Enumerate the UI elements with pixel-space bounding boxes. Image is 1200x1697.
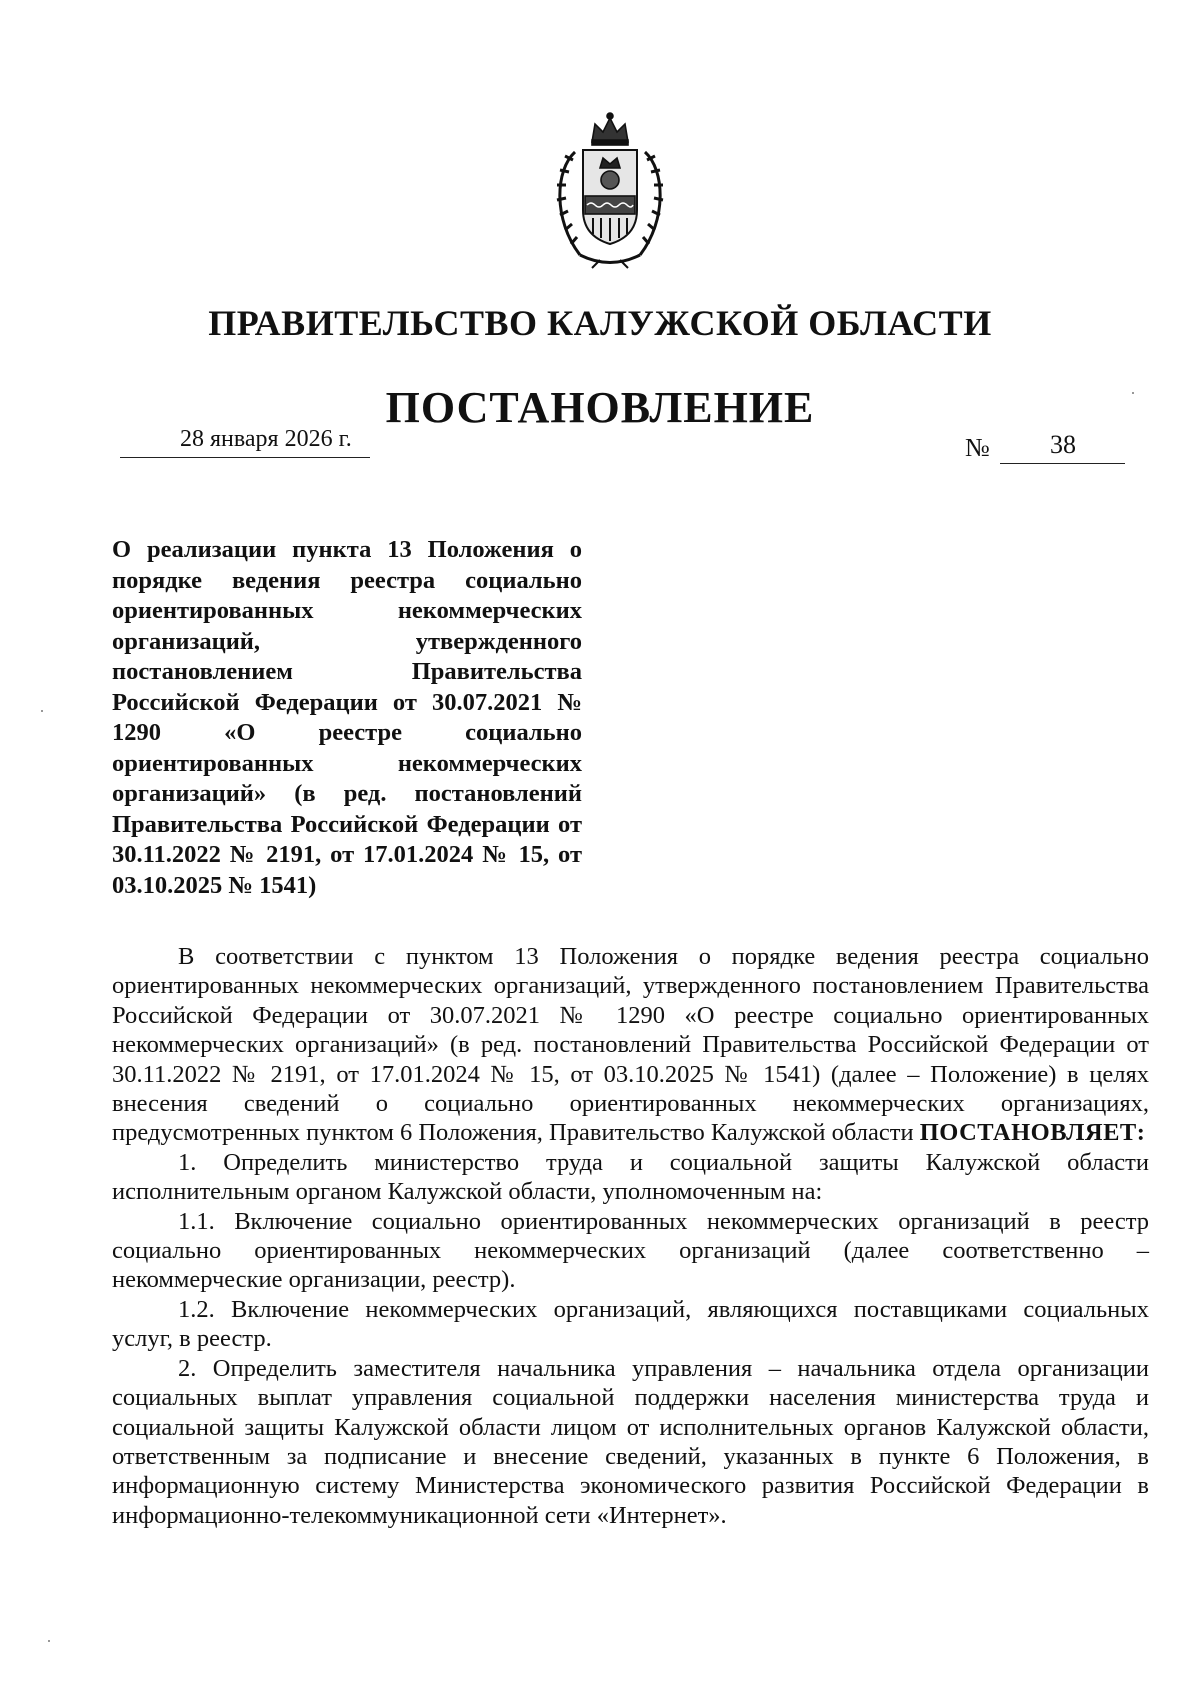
scan-speck	[1132, 392, 1134, 394]
document-type: ПОСТАНОВЛЕНИЕ	[385, 383, 815, 432]
scan-speck	[41, 710, 43, 712]
scan-speck	[48, 1640, 50, 1642]
document-body	[112, 942, 1149, 1530]
coat-of-arms-icon	[545, 110, 675, 270]
document-number: 38	[1050, 430, 1076, 459]
preamble-paragraph	[112, 942, 1149, 1148]
government-title: ПРАВИТЕЛЬСТВО КАЛУЖСКОЙ ОБЛАСТИ	[208, 303, 992, 343]
document-subject: О реализации пункта 13 Положения о порядке ведения реестра социально ориентированных некоммерческих организаций, утвержденного постановлением Правительства Российской Федерации от 30.07.2021 № 1290 «О реестре социально ориентированных некоммерческих организаций» (в ред. постановлений Правительства Российской Федерации от 30.11.2022 № 2191, от 17.01.2024 № 15, от 03.10.2025 № 1541)	[112, 536, 582, 899]
clause-1-2: 1.2. Включение некоммерческих организаций, являющихся поставщиками социальных услуг, в реестр.	[112, 1295, 1149, 1353]
clause-1: 1. Определить министерство труда и социальной защиты Калужской области исполнительным органом Калужской области, уполномоченным на:	[112, 1148, 1149, 1206]
number-label: №	[965, 433, 990, 462]
preamble-text: В соответствии с пунктом 13 Положения о порядке ведения реестра социально ориентированных некоммерческих организаций, утвержденного постановлением Правительства Российской Федерации от 30.07.2021 № 1290 «О реестре социально ориентированных некоммерческих организаций» (в ред. постановлений Правительства Российской Федерации от 30.11.2022 № 2191, от 17.01.2024 № 15, от 03.10.2025 № 1541) (далее – Положение) в целях внесения сведений о социально ориентированных некоммерческих организациях, предусмотренных пунктом 6 Положения, Правительство Калужской области	[112, 943, 1149, 1147]
decree-word: ПОСТАНОВЛЯЕТ:	[919, 1119, 1146, 1147]
clause-1-1: 1.1. Включение социально ориентированных некоммерческих организаций в реестр социально ориентированных некоммерческих организаций (далее соответственно – некоммерческие организации, реестр).	[112, 1207, 1149, 1294]
document-date: 28 января 2026 г.	[180, 426, 352, 452]
clause-2: 2. Определить заместителя начальника управления – начальника отдела организации социальных выплат управления социальной поддержки населения министерства труда и социальной защиты Калужской области лицом от исполнительных органов Калужской области, ответственным за подписание и внесение сведений, указанных в пункте 6 Положения, в информационную систему Министерства экономического развития Российской Федерации в информационно-телекоммуникационной сети «Интернет».	[112, 1354, 1149, 1529]
